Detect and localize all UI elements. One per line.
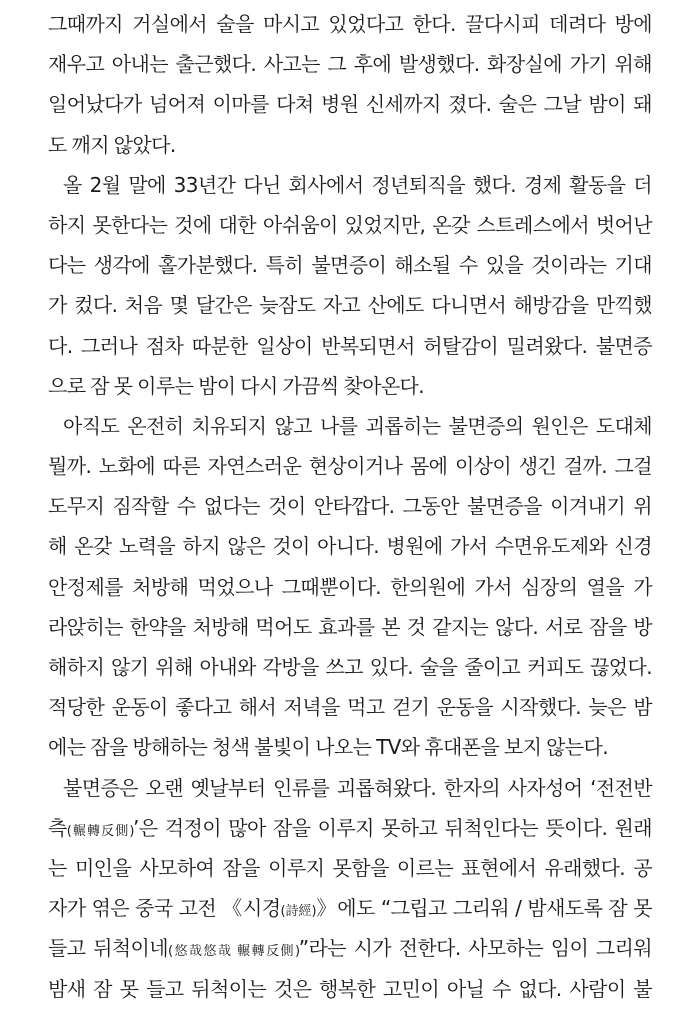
text-line: 하지 못한다는 것에 대한 아쉬움이 있었지만, 온갖 스트레스에서 벗어난 [48, 212, 652, 237]
text-line: 해 온갖 노력을 하지 않은 것이 아니다. 병원에 가서 수면유도제와 신경 [48, 534, 652, 559]
hanja-annotation: (悠哉悠哉 輾轉反側) [167, 944, 299, 960]
text-line: 는 미인을 사모하여 잠을 이루지 못함을 이르는 표현에서 유래했다. 공 [48, 855, 652, 880]
text-line: 으로 잠 못 이루는 밤이 다시 가끔씩 찾아온다. [48, 373, 425, 398]
text-line: 적당한 운동이 좋다고 해서 저녁을 먹고 걷기 운동을 시작했다. 늦은 밤 [48, 695, 652, 720]
text-line [48, 888, 652, 928]
text-line: 에는 잠을 방해하는 청색 불빛이 나오는 TV와 휴대폰을 보지 않는다. [48, 735, 608, 760]
text-line: 해하지 않기 위해 아내와 각방을 쓰고 있다. 술을 줄이고 커피도 끊었다. [48, 655, 652, 679]
text-line: 그때까지 거실에서 술을 마시고 있었다고 한다. 끌다시피 데려다 방에 [48, 12, 652, 36]
text-line: 불면증은 오랜 옛날부터 인류를 괴롭혀왔다. 한자의 사자성어 ‘전전반 [63, 775, 652, 800]
text-line [48, 808, 652, 848]
text-segment: ’은 걱정이 많아 잠을 이루지 못하고 뒤척인다는 뜻이다. 원래 [133, 815, 652, 840]
text-segment: ”라는 시가 전한다. 사모하는 임이 그리워 [298, 936, 652, 961]
paragraph-1 [48, 4, 652, 165]
text-line: 안정제를 처방해 먹었으나 그때뿐이다. 한의원에 가서 심장의 열을 가 [48, 574, 652, 599]
text-line: 가 컸다. 처음 몇 달간은 늦잠도 자고 산에도 다니면서 해방감을 만끽했 [48, 293, 652, 318]
hanja-annotation: (輾轉反側) [66, 823, 134, 839]
text-line: 일어났다가 넘어져 이마를 다쳐 병원 신세까지 졌다. 술은 그날 밤이 돼 [48, 92, 652, 117]
text-line: 뭘까. 노화에 따른 자연스러운 현상이거나 몸에 이상이 생긴 걸까. 그걸 [48, 454, 652, 479]
paragraph-2 [48, 165, 652, 406]
text-line: 다. 그러나 점차 따분한 일상이 반복되면서 허탈감이 밀려왔다. 불면증 [48, 333, 652, 358]
text-line: 올 2월 말에 33년간 다닌 회사에서 정년퇴직을 했다. 경제 활동을 더 [63, 172, 652, 197]
text-line: 도 깨지 않았다. [48, 132, 176, 157]
text-segment: 들고 뒤척이네 [48, 936, 168, 961]
hanja-annotation: (詩經) [280, 904, 316, 920]
text-line: 라앉히는 한약을 처방해 먹어도 효과를 본 것 같지는 않다. 서로 잠을 방 [48, 614, 652, 639]
text-segment: 측 [48, 815, 67, 840]
text-line [48, 928, 652, 968]
text-line: 다는 생각에 홀가분했다. 특히 불면증이 해소될 수 있을 것이라는 기대 [48, 253, 652, 278]
paragraph-4 [48, 768, 652, 1009]
text-line: 밤새 잠 못 들고 뒤척이는 것은 행복한 고민이 아닐 수 없다. 사람이 불 [48, 976, 652, 1001]
paragraph-3 [48, 406, 652, 768]
document-page [48, 0, 652, 1009]
text-line: 재우고 아내는 출근했다. 사고는 그 후에 발생했다. 화장실에 가기 위해 [48, 52, 652, 77]
text-segment: 자가 엮은 중국 고전 《시경 [48, 896, 281, 921]
text-segment: 》에도 “그립고 그리워 / 밤새도록 잠 못 [315, 896, 652, 921]
text-line: 아직도 온전히 치유되지 않고 나를 괴롭히는 불면증의 원인은 도대체 [63, 413, 652, 438]
text-line: 도무지 짐작할 수 없다는 것이 안타깝다. 그동안 불면증을 이겨내기 위 [48, 494, 652, 519]
